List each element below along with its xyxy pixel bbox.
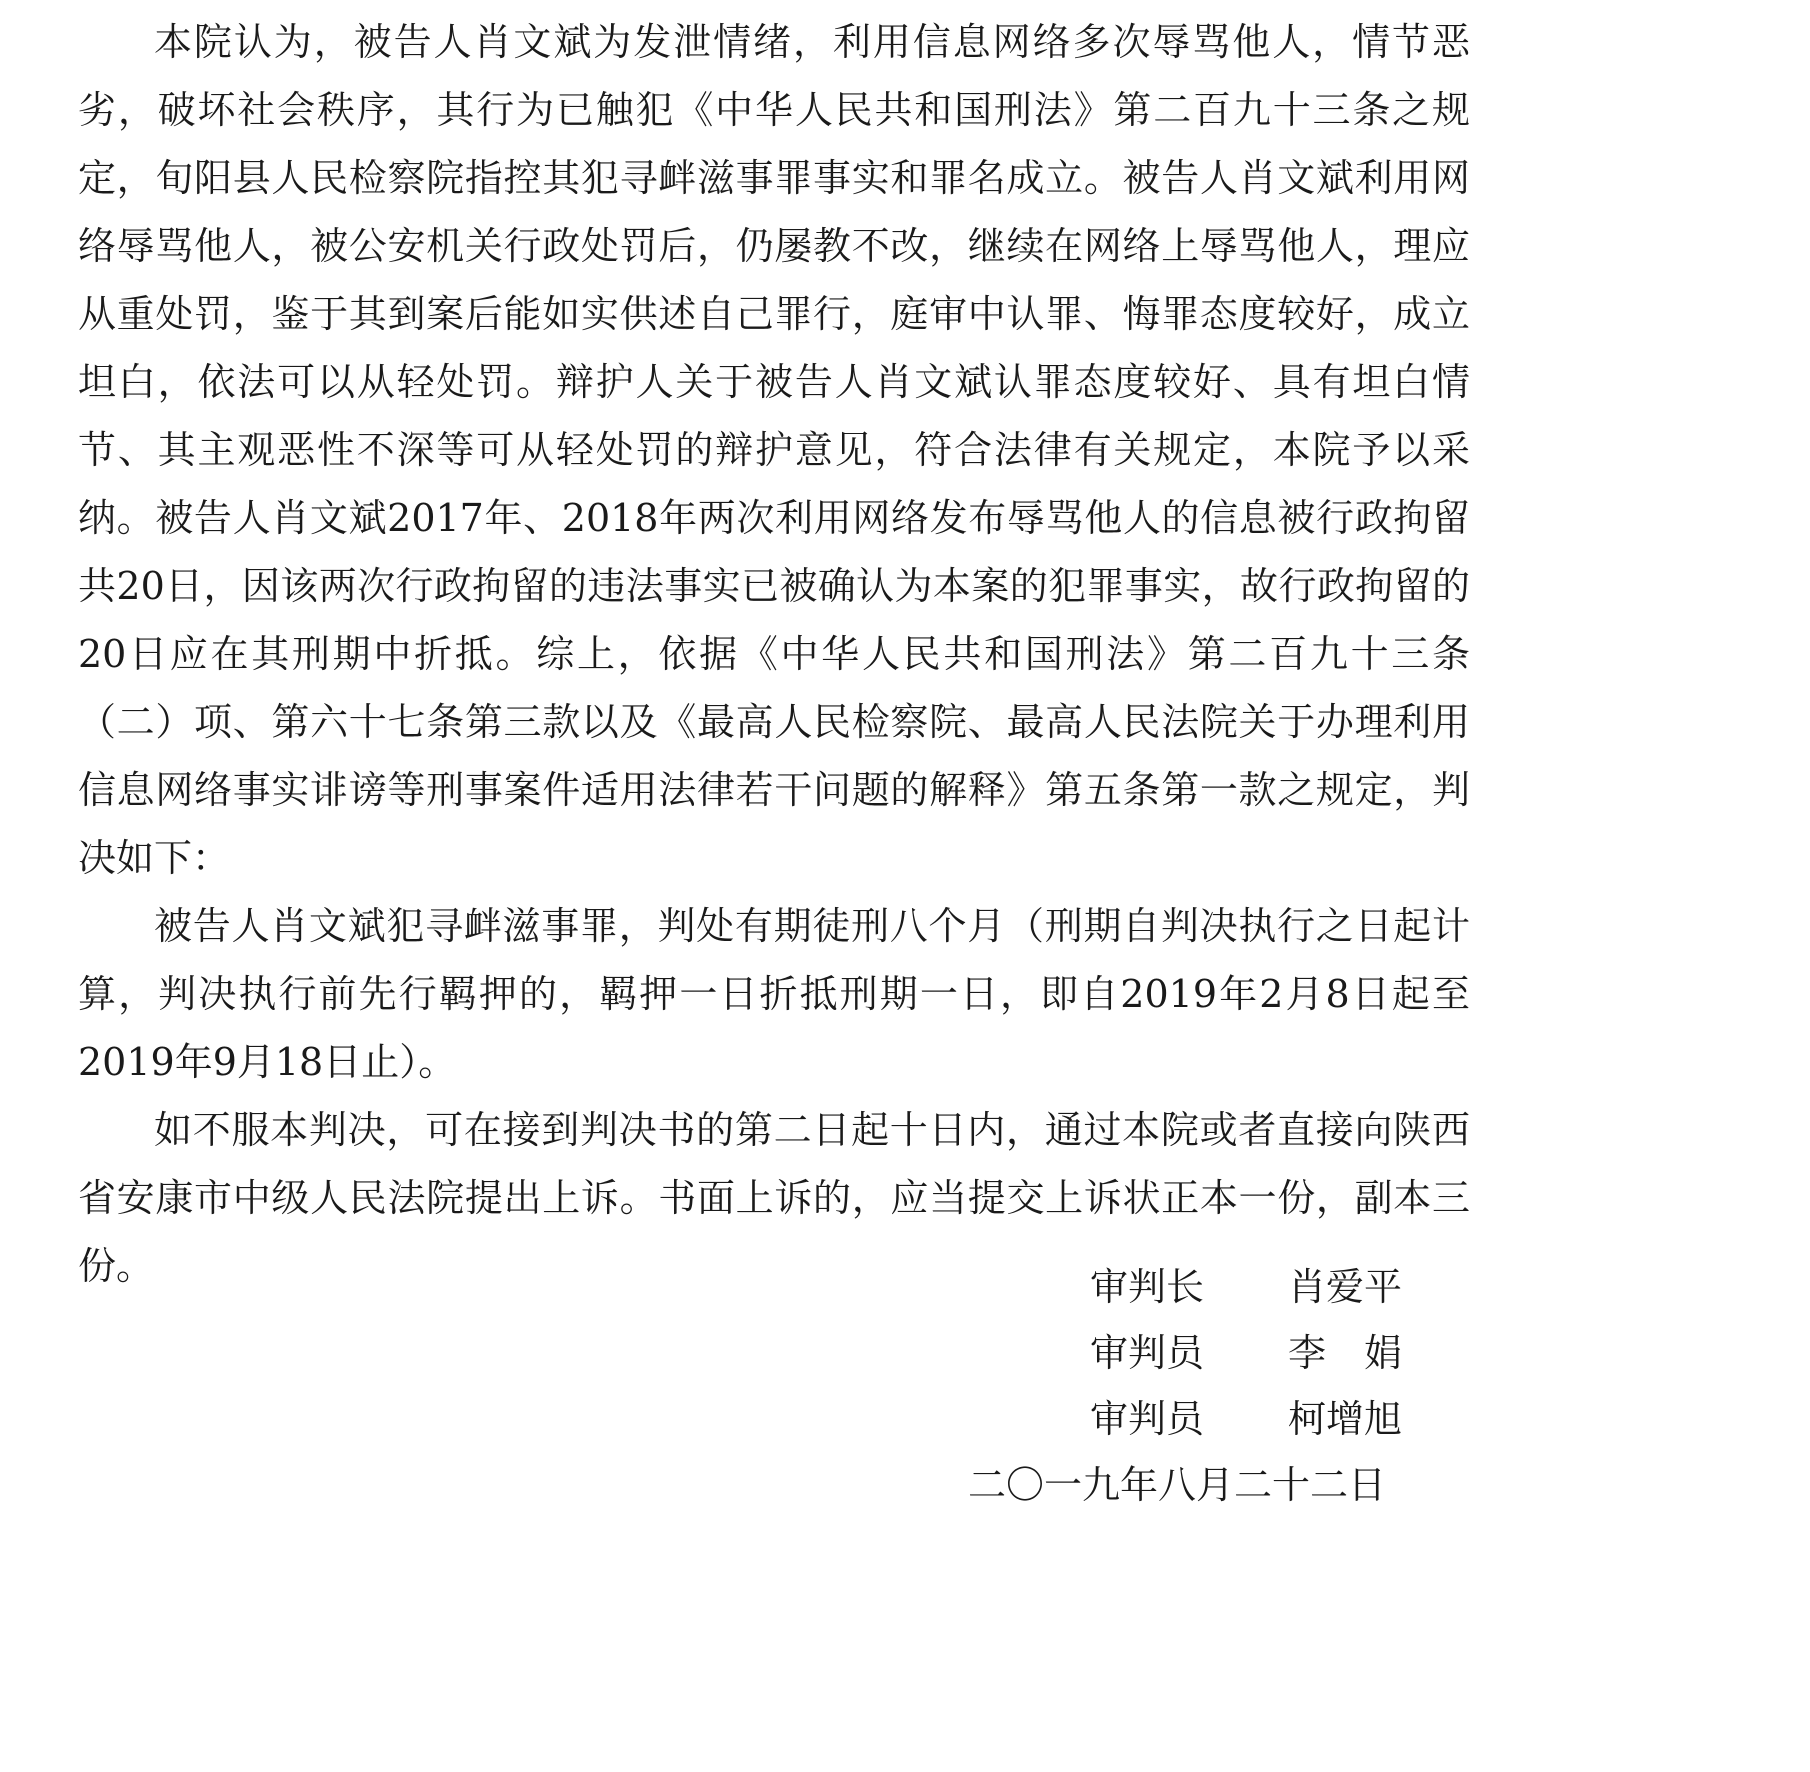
- signature-row-judge-2: [1090, 1386, 1490, 1452]
- signature-row-judge-1: [1090, 1320, 1490, 1386]
- signature-role: 审判员: [1090, 1397, 1205, 1441]
- signature-name: 柯增旭: [1288, 1397, 1403, 1441]
- judgment-date: 二〇一九年八月二十二日: [968, 1463, 1387, 1507]
- paragraph-court-opinion: 本院认为，被告人肖文斌为发泄情绪，利用信息网络多次辱骂他人，情节恶劣，破坏社会秩序，其行为已触犯《中华人民共和国刑法》第二百九十三条之规定，旬阳县人民检察院指控其犯寻衅滋事罪事实和罪名成立。被告人肖文斌利用网络辱骂他人，被公安机关行政处罚后，仍屡教不改，继续在网络上辱骂他人，理应从重处罚，鉴于其到案后能如实供述自己罪行，庭审中认罪、悔罪态度较好，成立坦白，依法可以从轻处罚。辩护人关于被告人肖文斌认罪态度较好、具有坦白情节、其主观恶性不深等可从轻处罚的辩护意见，符合法律有关规定，本院予以采纳。被告人肖文斌2017年、2018年两次利用网络发布辱骂他人的信息被行政拘留共20日，因该两次行政拘留的违法事实已被确认为本案的犯罪事实，故行政拘留的20日应在其刑期中折抵。综上，依据《中华人民共和国刑法》第二百九十三条（二）项、第六十七条第三款以及《最高人民检察院、最高人民法院关于办理利用信息网络事实诽谤等刑事案件适用法律若干问题的解释》第五条第一款之规定，判决如下：: [78, 20, 1470, 880]
- signature-name: 李 娟: [1288, 1331, 1403, 1375]
- paragraph-verdict: 被告人肖文斌犯寻衅滋事罪，判处有期徒刑八个月（刑期自判决执行之日起计算，判决执行前先行羁押的，羁押一日折抵刑期一日，即自2019年2月8日起至2019年9月18日止）。: [78, 904, 1470, 1084]
- signature-role: 审判员: [1090, 1331, 1205, 1375]
- paragraph-appeal-notice: 如不服本判决，可在接到判决书的第二日起十日内，通过本院或者直接向陕西省安康市中级人民法院提出上诉。书面上诉的，应当提交上诉状正本一份，副本三份。: [78, 1108, 1470, 1288]
- signature-row-presiding-judge: [1090, 1254, 1490, 1320]
- signature-role: 审判长: [1090, 1265, 1205, 1309]
- signature-block: [1090, 1254, 1490, 1452]
- signature-name: 肖爱平: [1288, 1265, 1403, 1309]
- judgment-body: [78, 8, 1470, 1300]
